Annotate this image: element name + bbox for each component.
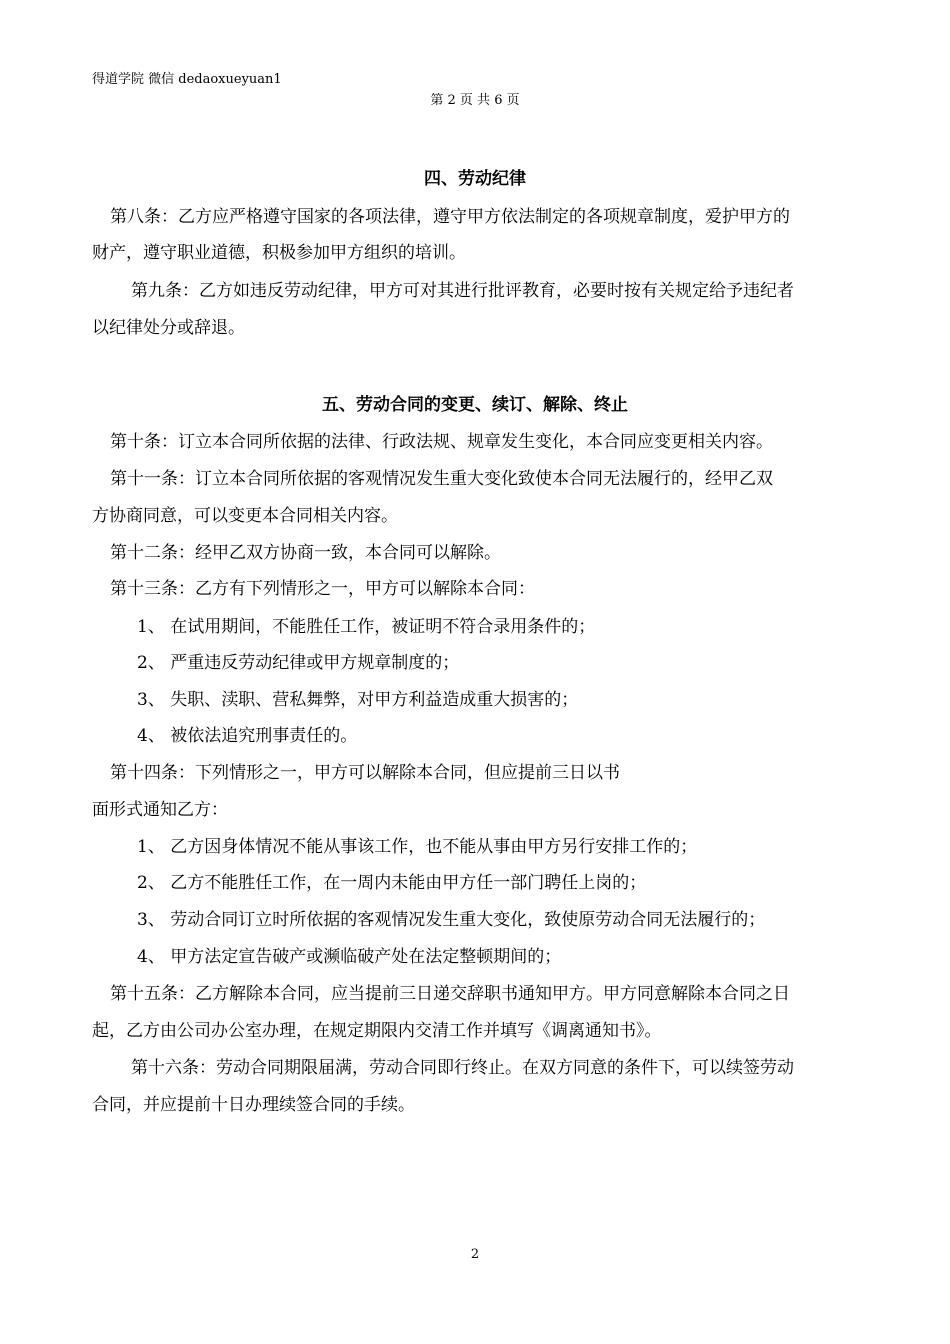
article-15-line-1: 第十五条：乙方解除本合同，应当提前三日递交辞职书通知甲方。甲方同意解除本合同之日 <box>110 984 790 1004</box>
section-title-labor-discipline: 四、劳动纪律 <box>424 169 526 189</box>
article-14-line-1: 第十四条：下列情形之一，甲方可以解除本合同，但应提前三日以书 <box>110 763 620 783</box>
article-14-item-3: 3、 劳动合同订立时所依据的客观情况发生重大变化，致使原劳动合同无法履行的； <box>137 910 766 930</box>
header-watermark: 得道学院 微信 dedaoxueyuan1 <box>92 72 282 87</box>
page-number: 2 <box>470 1247 480 1262</box>
article-11-line-2: 方协商同意，可以变更本合同相关内容。 <box>92 506 398 526</box>
article-12: 第十二条：经甲乙双方协商一致，本合同可以解除。 <box>110 543 501 563</box>
article-16-line-2: 合同，并应提前十日办理续签合同的手续。 <box>92 1095 415 1115</box>
page-info: 第 2 页 共 6 页 <box>430 93 520 108</box>
article-13-item-4: 4、 被依法追究刑事责任的。 <box>137 726 358 746</box>
article-13-item-2: 2、 严重违反劳动纪律或甲方规章制度的； <box>137 653 460 673</box>
article-13: 第十三条：乙方有下列情形之一，甲方可以解除本合同： <box>110 579 535 599</box>
article-14-line-2: 面形式通知乙方： <box>92 800 228 820</box>
article-14-item-2: 2、 乙方不能胜任工作，在一周内未能由甲方任一部门聘任上岗的； <box>137 873 647 893</box>
article-8-line-1: 第八条：乙方应严格遵守国家的各项法律，遵守甲方依法制定的各项规章制度，爱护甲方的 <box>110 207 790 227</box>
article-10: 第十条：订立本合同所依据的法律、行政法规、规章发生变化，本合同应变更相关内容。 <box>110 432 773 452</box>
article-8-line-2: 财产，遵守职业道德，积极参加甲方组织的培训。 <box>92 243 466 263</box>
article-15-line-2: 起，乙方由公司办公室办理，在规定期限内交清工作并填写《调离通知书》。 <box>92 1021 662 1041</box>
article-14-item-4: 4、 甲方法定宣告破产或濒临破产处在法定整顿期间的； <box>137 947 562 967</box>
article-13-item-1: 1、 在试用期间，不能胜任工作，被证明不符合录用条件的； <box>137 617 596 637</box>
article-11-line-1: 第十一条：订立本合同所依据的客观情况发生重大变化致使本合同无法履行的，经甲乙双 <box>110 469 773 489</box>
section-title-contract-change: 五、劳动合同的变更、续订、解除、终止 <box>322 395 628 415</box>
article-13-item-3: 3、 失职、渎职、营私舞弊，对甲方利益造成重大损害的； <box>137 690 579 710</box>
article-16-line-1: 第十六条：劳动合同期限届满，劳动合同即行终止。在双方同意的条件下，可以续签劳动 <box>131 1058 794 1078</box>
article-9-line-2: 以纪律处分或辞退。 <box>92 318 245 338</box>
article-14-item-1: 1、 乙方因身体情况不能从事该工作，也不能从事由甲方另行安排工作的； <box>137 837 698 857</box>
article-9-line-1: 第九条：乙方如违反劳动纪律，甲方可对其进行批评教育，必要时按有关规定给予违纪者 <box>131 281 794 301</box>
